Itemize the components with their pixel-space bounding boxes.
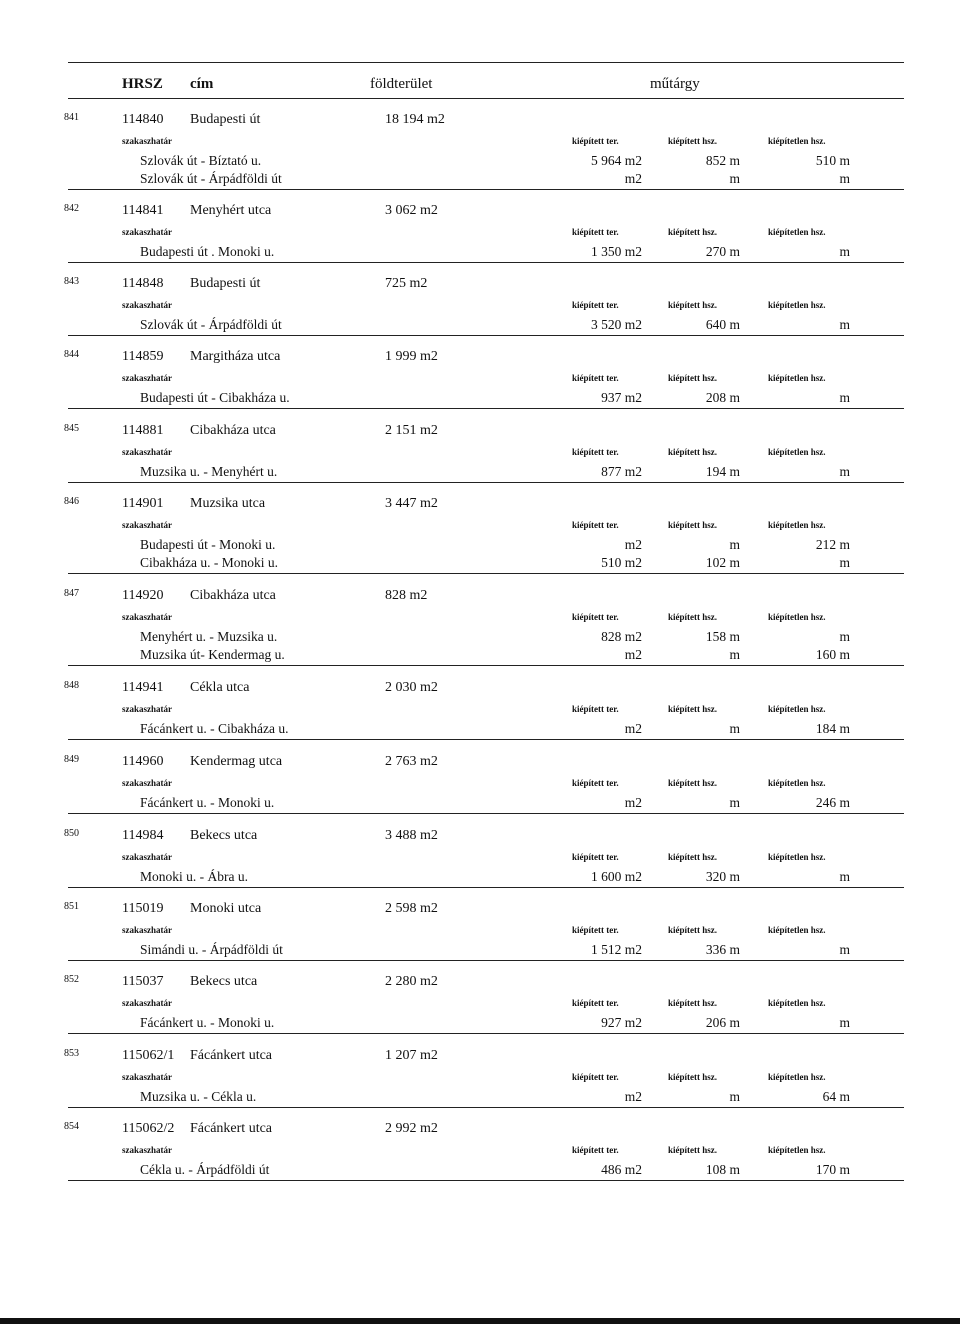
segment-kiepitett-ter: m2 [624,171,642,186]
record-hrsz: 115037 [122,974,164,989]
kiepitetlen-hsz-label: kiépítetlen hsz. [768,227,826,237]
record-area: 1 999 m2 [385,349,438,364]
header-foldterulet: földterület [370,76,433,92]
kiepitett-ter-label: kiépített ter. [572,447,619,457]
szakaszhatar-label: szakaszhatár [122,520,172,530]
segment-kiepitetlen-hsz: 184 m [815,721,850,736]
record-hrsz: 115062/1 [122,1048,175,1063]
record-area: 2 280 m2 [385,974,438,989]
record-separator [68,960,904,961]
record-separator [68,1180,904,1181]
szakaszhatar-label: szakaszhatár [122,227,172,237]
record-separator [68,1107,904,1108]
segment-row [0,171,960,188]
kiepitett-hsz-label: kiépített hsz. [668,1145,717,1155]
header-mutargy: műtárgy [650,76,700,92]
segment-kiepitett-ter: 828 m2 [601,629,642,644]
segment-row [0,464,960,481]
segment-kiepitetlen-hsz: 246 m [815,795,850,810]
record-separator [68,573,904,574]
szakaszhatar-label: szakaszhatár [122,373,172,383]
segment-kiepitett-ter: 937 m2 [601,390,642,405]
segment-kiepitetlen-hsz: 64 m [822,1089,850,1104]
kiepitett-hsz-label: kiépített hsz. [668,227,717,237]
record-separator [68,189,904,190]
segment-name: Szlovák út - Árpádföldi út [140,171,282,186]
record-number: 850 [64,828,79,839]
record-street: Bekecs utca [190,974,258,989]
segment-kiepitett-hsz: 108 m [705,1162,740,1177]
record-area: 2 598 m2 [385,901,438,916]
segment-row [0,795,960,812]
segment-row [0,1162,960,1179]
segment-kiepitetlen-hsz: 510 m [815,153,850,168]
kiepitett-ter-label: kiépített ter. [572,612,619,622]
record-area: 1 207 m2 [385,1048,438,1063]
record-area: 828 m2 [385,588,428,603]
record-845 [0,423,960,497]
bottom-bar [0,1318,960,1324]
segment-kiepitett-hsz: 208 m [705,390,740,405]
szakaszhatar-label: szakaszhatár [122,778,172,788]
segment-row [0,942,960,959]
segment-row [0,555,960,572]
szakaszhatar-label: szakaszhatár [122,998,172,1008]
record-hrsz: 114941 [122,680,164,695]
header-cim: cím [190,76,214,92]
kiepitett-ter-label: kiépített ter. [572,136,619,146]
kiepitetlen-hsz-label: kiépítetlen hsz. [768,778,826,788]
record-separator [68,887,904,888]
szakaszhatar-label: szakaszhatár [122,300,172,310]
segment-row [0,537,960,554]
kiepitett-hsz-label: kiépített hsz. [668,300,717,310]
segment-kiepitett-ter: 5 964 m2 [590,153,642,168]
kiepitett-hsz-label: kiépített hsz. [668,925,717,935]
szakaszhatar-label: szakaszhatár [122,852,172,862]
record-separator [68,262,904,263]
segment-kiepitett-hsz: 852 m [705,153,740,168]
segment-kiepitett-hsz: 102 m [705,555,740,570]
kiepitett-ter-label: kiépített ter. [572,300,619,310]
kiepitetlen-hsz-label: kiépítetlen hsz. [768,852,826,862]
segment-kiepitett-hsz: m [729,1089,740,1104]
kiepitetlen-hsz-label: kiépítetlen hsz. [768,373,826,383]
segment-row [0,390,960,407]
segment-name: Menyhért u. - Muzsika u. [140,629,278,644]
segment-kiepitetlen-hsz: 170 m [815,1162,850,1177]
segment-row [0,244,960,261]
segment-name: Fácánkert u. - Monoki u. [140,795,275,810]
segment-kiepitett-hsz: 194 m [705,464,740,479]
segment-kiepitett-hsz: m [729,171,740,186]
record-846 [0,496,960,570]
record-853 [0,1048,960,1122]
record-area: 2 763 m2 [385,754,438,769]
record-842 [0,203,960,277]
record-841 [0,112,960,186]
segment-kiepitetlen-hsz: 160 m [815,647,850,662]
record-849 [0,754,960,828]
record-area: 18 194 m2 [385,112,445,127]
record-number: 843 [64,276,79,287]
segment-kiepitett-hsz: 206 m [705,1015,740,1030]
segment-name: Muzsika u. - Menyhért u. [140,464,278,479]
kiepitett-ter-label: kiépített ter. [572,704,619,714]
record-847 [0,588,960,662]
segment-kiepitetlen-hsz: m [839,244,850,259]
record-hrsz: 114960 [122,754,164,769]
segment-kiepitetlen-hsz: m [839,942,850,957]
record-number: 852 [64,974,79,985]
segment-row [0,647,960,664]
szakaszhatar-label: szakaszhatár [122,136,172,146]
kiepitetlen-hsz-label: kiépítetlen hsz. [768,1072,826,1082]
szakaszhatar-label: szakaszhatár [122,1145,172,1155]
kiepitett-ter-label: kiépített ter. [572,852,619,862]
segment-kiepitetlen-hsz: m [839,555,850,570]
segment-kiepitetlen-hsz: m [839,869,850,884]
kiepitett-ter-label: kiépített ter. [572,998,619,1008]
segment-kiepitetlen-hsz: m [839,171,850,186]
segment-kiepitett-ter: 510 m2 [601,555,642,570]
segment-kiepitett-ter: 1 600 m2 [590,869,642,884]
szakaszhatar-label: szakaszhatár [122,447,172,457]
segment-kiepitett-ter: m2 [624,1089,642,1104]
record-hrsz: 114901 [122,496,164,511]
segment-kiepitett-ter: 1 512 m2 [590,942,642,957]
segment-kiepitett-hsz: 158 m [705,629,740,644]
kiepitett-hsz-label: kiépített hsz. [668,373,717,383]
record-street: Budapesti út [190,112,261,127]
record-number: 844 [64,349,79,360]
segment-name: Muzsika u. - Cékla u. [140,1089,257,1104]
record-844 [0,349,960,423]
record-852 [0,974,960,1048]
kiepitett-ter-label: kiépített ter. [572,1072,619,1082]
record-street: Cibakháza utca [190,423,276,438]
kiepitetlen-hsz-label: kiépítetlen hsz. [768,925,826,935]
record-street: Bekecs utca [190,828,258,843]
record-851 [0,901,960,975]
segment-name: Budapesti út - Cibakháza u. [140,390,290,405]
segment-name: Szlovák út - Árpádföldi út [140,317,282,332]
segment-name: Monoki u. - Ábra u. [140,869,248,884]
record-number: 846 [64,496,79,507]
record-street: Margitháza utca [190,349,281,364]
segment-kiepitett-ter: 486 m2 [601,1162,642,1177]
segment-row [0,153,960,170]
segment-row [0,629,960,646]
record-area: 3 062 m2 [385,203,438,218]
record-number: 848 [64,680,79,691]
record-separator [68,665,904,666]
kiepitett-hsz-label: kiépített hsz. [668,704,717,714]
segment-kiepitett-hsz: m [729,721,740,736]
record-hrsz: 115062/2 [122,1121,175,1136]
kiepitetlen-hsz-label: kiépítetlen hsz. [768,300,826,310]
segment-kiepitett-hsz: 270 m [705,244,740,259]
kiepitett-hsz-label: kiépített hsz. [668,447,717,457]
record-street: Cékla utca [190,680,250,695]
kiepitett-hsz-label: kiépített hsz. [668,136,717,146]
record-number: 849 [64,754,79,765]
segment-name: Cibakháza u. - Monoki u. [140,555,278,570]
segment-row [0,1015,960,1032]
segment-kiepitetlen-hsz: m [839,464,850,479]
record-hrsz: 114881 [122,423,164,438]
kiepitett-hsz-label: kiépített hsz. [668,612,717,622]
szakaszhatar-label: szakaszhatár [122,612,172,622]
record-number: 842 [64,203,79,214]
record-area: 3 447 m2 [385,496,438,511]
record-street: Fácánkert utca [190,1121,273,1136]
record-separator [68,813,904,814]
record-area: 2 030 m2 [385,680,438,695]
segment-name: Simándi u. - Árpádföldi út [140,942,283,957]
kiepitett-ter-label: kiépített ter. [572,925,619,935]
record-hrsz: 114841 [122,203,164,218]
segment-kiepitett-ter: 927 m2 [601,1015,642,1030]
segment-row [0,869,960,886]
record-separator [68,335,904,336]
segment-kiepitett-ter: m2 [624,721,642,736]
record-street: Menyhért utca [190,203,272,218]
kiepitetlen-hsz-label: kiépítetlen hsz. [768,612,826,622]
segment-kiepitett-ter: m2 [624,795,642,810]
segment-kiepitetlen-hsz: m [839,629,850,644]
segment-name: Budapesti út - Monoki u. [140,537,276,552]
kiepitett-ter-label: kiépített ter. [572,1145,619,1155]
segment-kiepitett-hsz: m [729,537,740,552]
record-hrsz: 114984 [122,828,164,843]
segment-kiepitett-hsz: m [729,647,740,662]
segment-row [0,317,960,334]
record-street: Muzsika utca [190,496,266,511]
kiepitetlen-hsz-label: kiépítetlen hsz. [768,136,826,146]
szakaszhatar-label: szakaszhatár [122,704,172,714]
kiepitett-ter-label: kiépített ter. [572,373,619,383]
kiepitett-hsz-label: kiépített hsz. [668,998,717,1008]
record-hrsz: 115019 [122,901,164,916]
header-hrsz: HRSZ [122,76,163,92]
record-number: 854 [64,1121,79,1132]
record-street: Cibakháza utca [190,588,276,603]
record-street: Kendermag utca [190,754,283,769]
record-hrsz: 114920 [122,588,164,603]
record-number: 845 [64,423,79,434]
segment-name: Szlovák út - Bíztató u. [140,153,262,168]
record-separator [68,408,904,409]
segment-name: Muzsika út- Kendermag u. [140,647,285,662]
segment-kiepitett-ter: m2 [624,647,642,662]
record-number: 853 [64,1048,79,1059]
kiepitett-hsz-label: kiépített hsz. [668,1072,717,1082]
kiepitetlen-hsz-label: kiépítetlen hsz. [768,704,826,714]
segment-kiepitett-hsz: 336 m [705,942,740,957]
segment-kiepitett-hsz: 640 m [705,317,740,332]
kiepitett-ter-label: kiépített ter. [572,520,619,530]
record-hrsz: 114840 [122,112,164,127]
record-street: Monoki utca [190,901,262,916]
kiepitett-ter-label: kiépített ter. [572,778,619,788]
kiepitett-ter-label: kiépített ter. [572,227,619,237]
kiepitetlen-hsz-label: kiépítetlen hsz. [768,998,826,1008]
record-area: 725 m2 [385,276,428,291]
segment-kiepitetlen-hsz: m [839,390,850,405]
record-hrsz: 114859 [122,349,164,364]
record-area: 2 151 m2 [385,423,438,438]
kiepitetlen-hsz-label: kiépítetlen hsz. [768,1145,826,1155]
record-street: Fácánkert utca [190,1048,273,1063]
record-street: Budapesti út [190,276,261,291]
kiepitetlen-hsz-label: kiépítetlen hsz. [768,447,826,457]
segment-name: Cékla u. - Árpádföldi út [140,1162,270,1177]
record-area: 2 992 m2 [385,1121,438,1136]
kiepitett-hsz-label: kiépített hsz. [668,520,717,530]
record-848 [0,680,960,754]
segment-name: Fácánkert u. - Monoki u. [140,1015,275,1030]
szakaszhatar-label: szakaszhatár [122,925,172,935]
record-number: 851 [64,901,79,912]
segment-kiepitett-ter: 877 m2 [601,464,642,479]
record-850 [0,828,960,902]
record-854 [0,1121,960,1195]
segment-kiepitett-ter: 3 520 m2 [590,317,642,332]
record-hrsz: 114848 [122,276,164,291]
record-number: 847 [64,588,79,599]
segment-row [0,1089,960,1106]
record-843 [0,276,960,350]
record-separator [68,482,904,483]
segment-name: Fácánkert u. - Cibakháza u. [140,721,289,736]
segment-kiepitett-ter: 1 350 m2 [590,244,642,259]
segment-kiepitett-hsz: m [729,795,740,810]
kiepitett-hsz-label: kiépített hsz. [668,852,717,862]
record-separator [68,739,904,740]
segment-kiepitetlen-hsz: m [839,1015,850,1030]
record-separator [68,1033,904,1034]
segment-kiepitetlen-hsz: m [839,317,850,332]
segment-kiepitetlen-hsz: 212 m [815,537,850,552]
record-number: 841 [64,112,79,123]
kiepitett-hsz-label: kiépített hsz. [668,778,717,788]
segment-kiepitett-hsz: 320 m [705,869,740,884]
segment-row [0,721,960,738]
record-area: 3 488 m2 [385,828,438,843]
szakaszhatar-label: szakaszhatár [122,1072,172,1082]
segment-name: Budapesti út . Monoki u. [140,244,275,259]
kiepitetlen-hsz-label: kiépítetlen hsz. [768,520,826,530]
segment-kiepitett-ter: m2 [624,537,642,552]
